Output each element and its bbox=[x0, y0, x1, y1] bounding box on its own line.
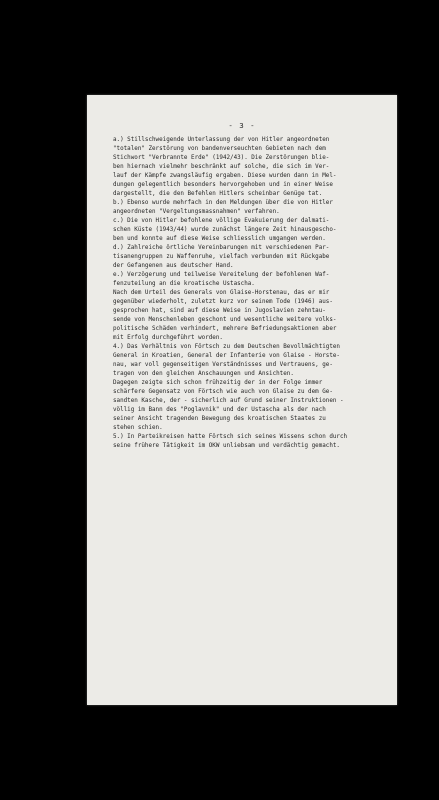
text-line: politische Schäden verhindert, mehrere Befriedungsaktionen aber bbox=[113, 326, 337, 332]
text-line: ben und konnte auf diese Weise schliesslich umgangen werden. bbox=[113, 236, 326, 242]
text-line: gegenüber wiederholt, zuletzt kurz vor seinem Tode (1946) aus- bbox=[113, 299, 333, 305]
document-body bbox=[113, 136, 403, 451]
document-page bbox=[87, 95, 397, 705]
text-line: General in Kroatien, General der Infanterie von Glaise - Horste- bbox=[113, 353, 340, 359]
text-line: Nach dem Urteil des Generals von Glaise-Horstenau, das er mir bbox=[113, 290, 330, 296]
text-line: Dagegen zeigte sich schon frühzeitig der in der Folge immer bbox=[113, 380, 323, 386]
text-line: seiner Ansicht tragenden Bewegung des kroatischen Staates zu bbox=[113, 416, 326, 422]
text-line: Stichwort "Verbrannte Erde" (1942/43). Die Zerstörungen blie- bbox=[113, 155, 330, 161]
text-line: angeordneten "Vergeltungsmassnahmen" verfahren. bbox=[113, 209, 280, 215]
text-line: völlig im Bann des "Poglavnik" und der Ustascha als der nach bbox=[113, 407, 326, 413]
text-line: sandten Kasche, der - sicherlich auf Grund seiner Instruktionen - bbox=[113, 398, 344, 404]
text-line: seine frühere Tätigkeit im OKW unliebsam und verdächtig gemacht. bbox=[113, 443, 340, 449]
text-line: 4.) Das Verhältnis von Förtsch zu dem Deutschen Bevollmächtigten bbox=[113, 344, 340, 350]
text-line: schärfere Gegensatz von Förtsch wie auch von Glaise zu dem Ge- bbox=[113, 389, 333, 395]
text-line: tragen von den gleichen Anschauungen und Ansichten. bbox=[113, 371, 294, 377]
text-line: c.) Die von Hitler befohlene völlige Evakuierung der dalmati- bbox=[113, 218, 330, 224]
text-line: sende von Menschenleben geschont und wesentliche weitere volks- bbox=[113, 317, 337, 323]
text-line: ben hiernach vielmehr beschränkt auf solche, die sich im Ver- bbox=[113, 164, 330, 170]
text-line: "totalen" Zerstörung von bandenverseuchten Gebieten nach dem bbox=[113, 146, 326, 152]
text-line: dargestellt, die den Befehlen Hitlers scheinbar Genüge tat. bbox=[113, 191, 323, 197]
page-number: - 3 - bbox=[228, 121, 256, 130]
text-line: tisanengruppen zu Waffenruhe, vielfach verbunden mit Rückgabe bbox=[113, 254, 330, 260]
text-line: 5.) In Parteikreisen hatte Förtsch sich seines Wissens schon durch bbox=[113, 434, 348, 440]
text-line: nau, war voll gegenseitigen Verständnisses und Vertrauens, ge- bbox=[113, 362, 333, 368]
text-line: fenzuteilung an die kroatische Ustascha. bbox=[113, 281, 255, 287]
text-line: e.) Verzögerung und teilweise Vereitelung der befohlenen Waf- bbox=[113, 272, 330, 278]
text-line: lauf der Kämpfe zwangsläufig ergaben. Diese wurden dann in Mel- bbox=[113, 173, 337, 179]
text-line: mit Erfolg durchgeführt worden. bbox=[113, 335, 223, 341]
text-line: stehen schien. bbox=[113, 425, 163, 431]
text-line: dungen gelegentlich besonders hervorgehoben und in einer Weise bbox=[113, 182, 333, 188]
text-line: schen Küste (1943/44) wurde zunächst längere Zeit hinausgescho- bbox=[113, 227, 337, 233]
text-line: der Gefangenen aus deutscher Hand. bbox=[113, 263, 234, 269]
text-line: d.) Zahlreiche örtliche Vereinbarungen mit verschiedenen Par- bbox=[113, 245, 330, 251]
text-line: b.) Ebenso wurde mehrfach in den Meldungen über die von Hitler bbox=[113, 200, 333, 206]
text-line: a.) Stillschweigende Unterlassung der von Hitler angeordneten bbox=[113, 137, 330, 143]
text-line: gesprochen hat, sind auf diese Weise in Jugoslavien zehntau- bbox=[113, 308, 326, 314]
